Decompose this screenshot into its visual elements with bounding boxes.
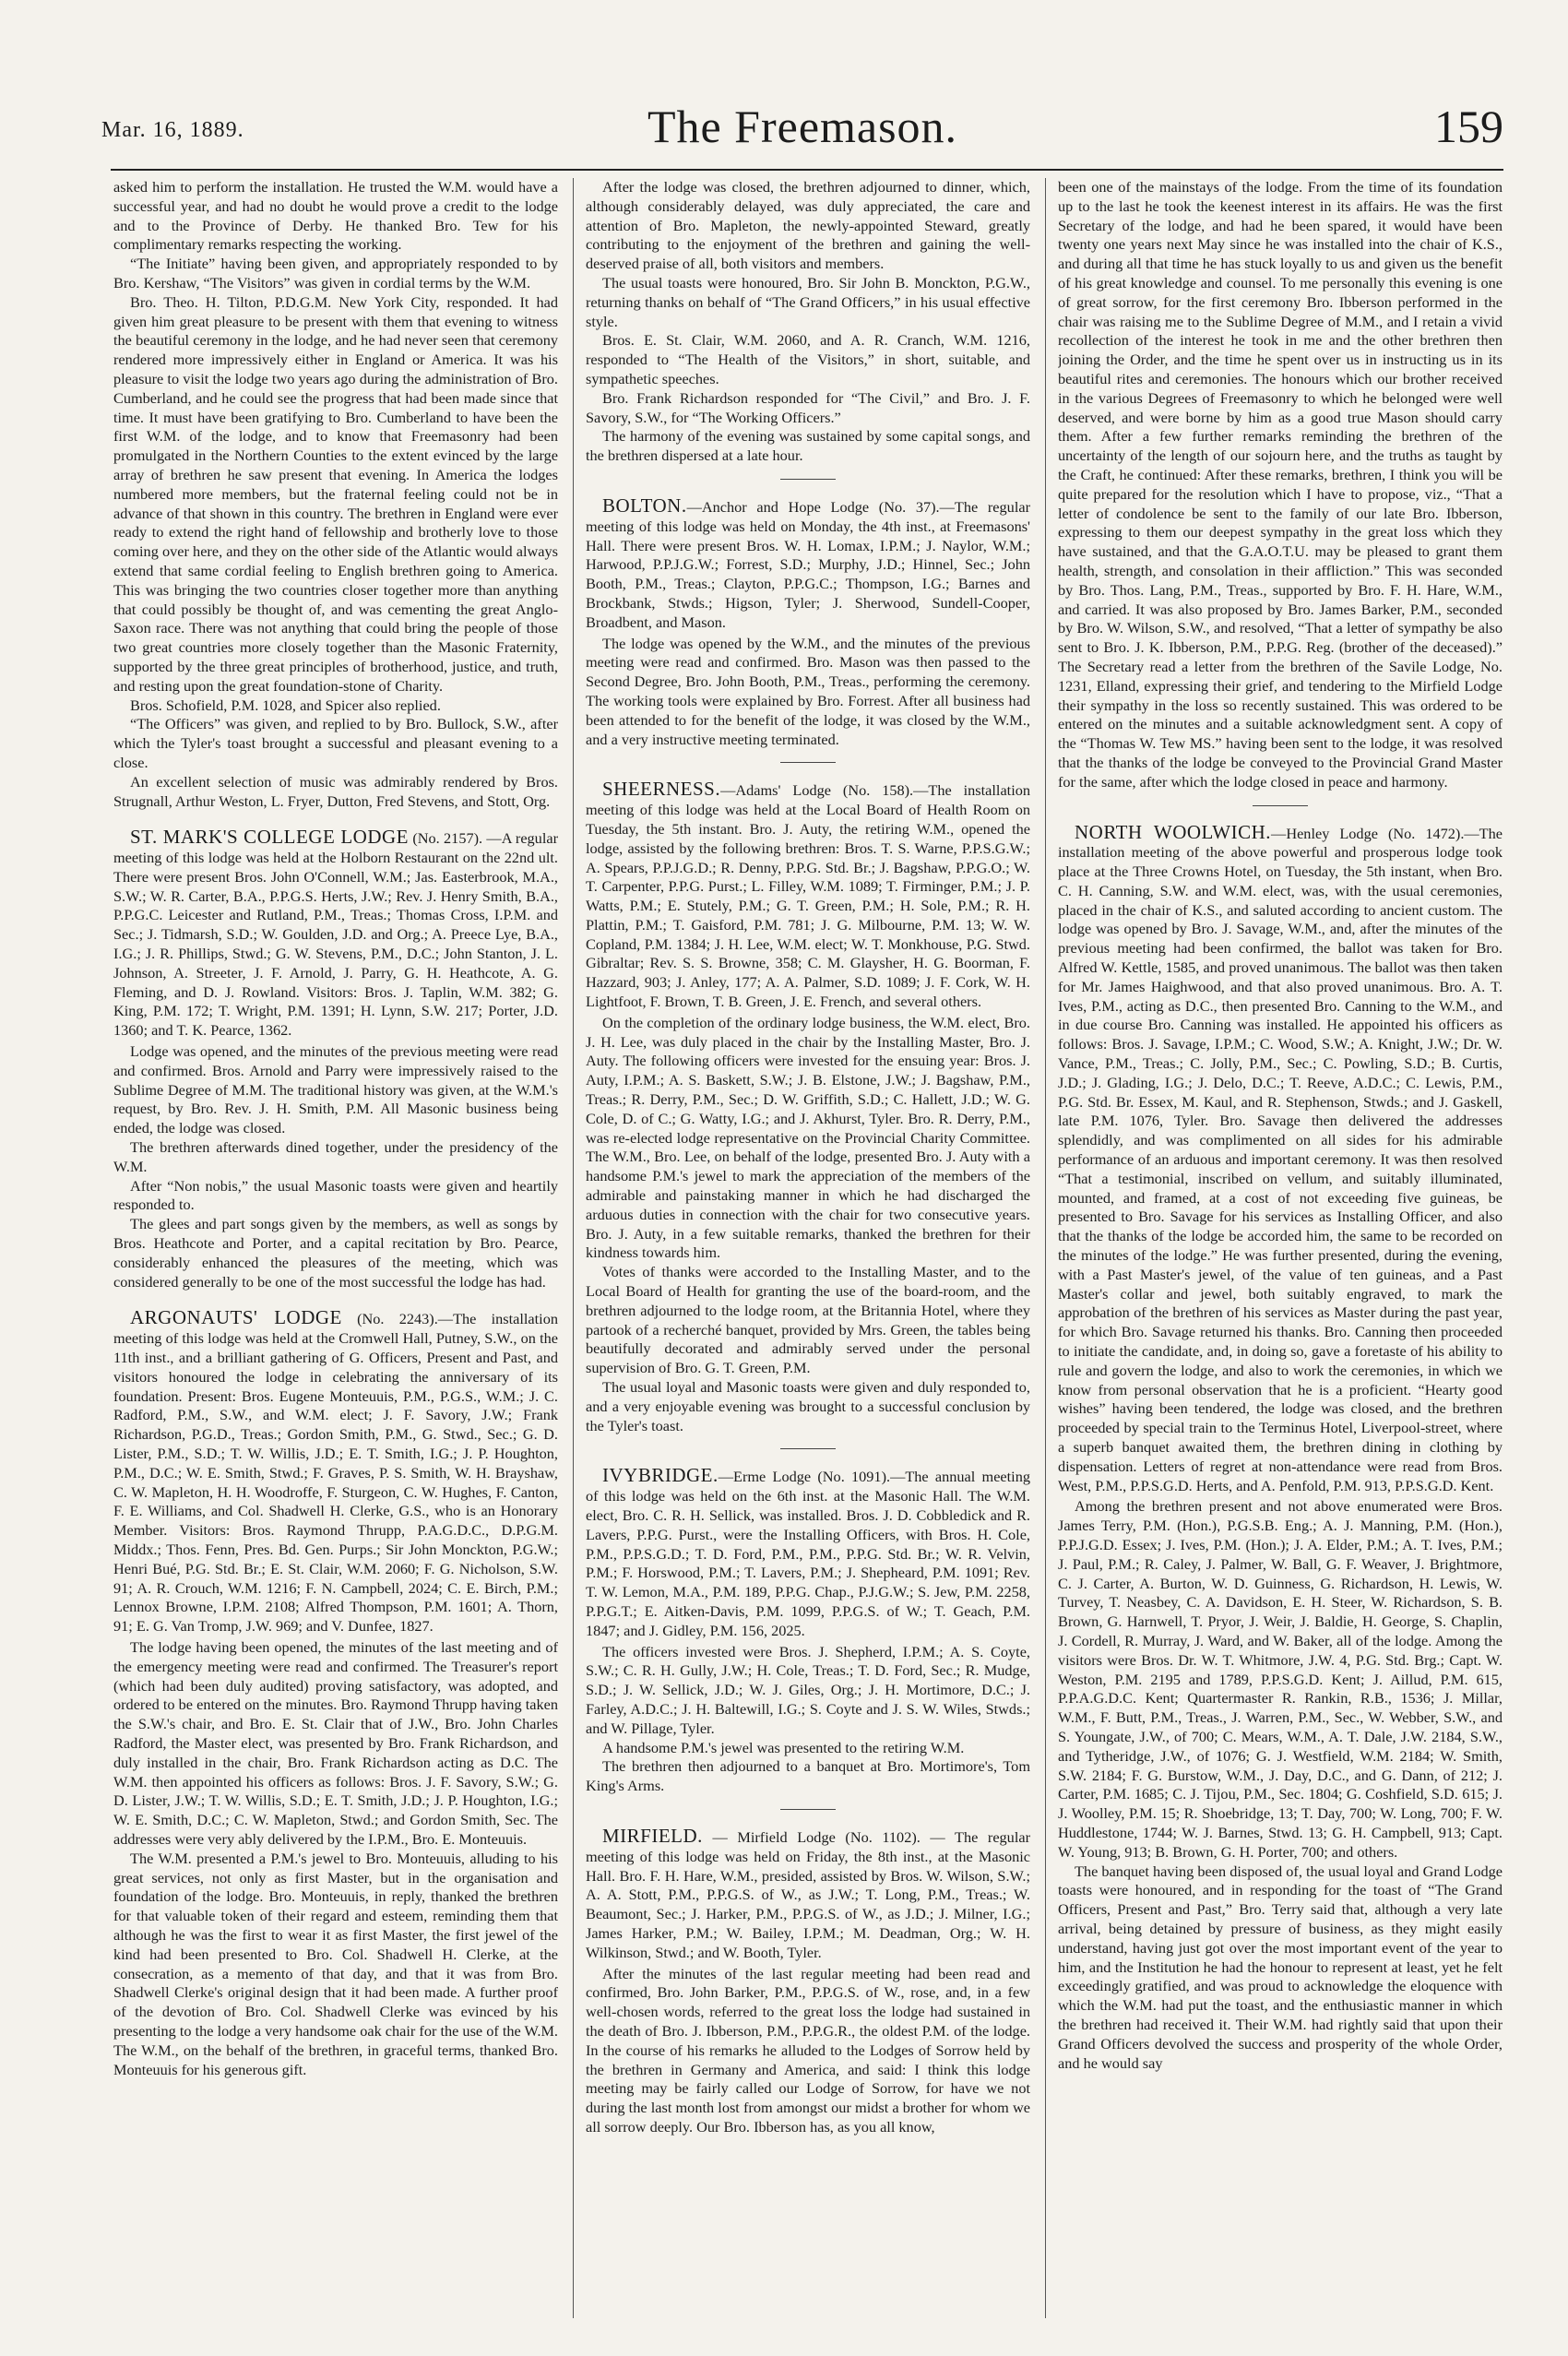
- article-paragraph: The lodge was opened by the W.M., and the minutes of the previous meeting were read and confirmed. Bro. Mason was then passed to the Second Degree, Bro. John Booth, P.M., Treas., performing the ceremony. The working tools were explained by Bro. Forrest. After all business had been attended to for the benefit of the lodge, it was closed by the W.M., and a very instructive meeting terminated.: [586, 634, 1030, 748]
- masthead-rule: [111, 169, 1503, 171]
- article-lead-paragraph: [586, 1826, 1030, 1963]
- article-paragraph: “The Initiate” having been given, and appropriately responded to by Bro. Kershaw, “The Visitors” was given in cordial terms by the W.M.: [113, 255, 558, 292]
- article-text: — Mirfield Lodge (No. 1102). — The regular meeting of this lodge was held on Friday, the 8th inst., at the Masonic Hall. Bro. F. H. Hare, W.M., presided, assisted by Bros. W. Wilson, S.W.; A. A. Stott, P.M., P.P.G.S. of W., as J.W.; T. Long, P.M., Treas.; W. Beaumont, Sec.; J. Harker, P.M., P.P.G.S. of W., as J.D.; J. Milner, I.G.; James Harker, P.M.; W. Bailey, I.P.M.; M. Deadman, Org.; W. H. Wilkinson, Stwd.; and W. Booth, Tyler.: [586, 1827, 1030, 1961]
- article-text: —Anchor and Hope Lodge (No. 37).—The regular meeting of this lodge was held on Monday, the 4th inst., at Freemasons' Hall. There were present Bros. W. H. Lomax, I.P.M.; J. Naylor, W.M.; Harwood, P.P.J.G.W.; Forrest, S.D.; Murphy, J.D.; Hinnel, Sec.; John Booth, P.M., Treas.; Clayton, P.P.G.C.; Thompson, I.G.; Barnes and Brockbank, Stwds.; Higson, Tyler; J. Sherwood, Sundell-Cooper, Broadbent, and Mason.: [586, 497, 1030, 631]
- article-heading: ST. MARK'S COLLEGE LODGE: [130, 826, 409, 849]
- article-paragraph: An excellent selection of music was admirably rendered by Bros. Strugnall, Arthur Weston, L. Fryer, Dutton, Fred Stevens, and Stott, Org.: [113, 772, 558, 810]
- article-paragraph: After the lodge was closed, the brethren adjourned to dinner, which, although considerably delayed, was duly appreciated, the care and attention of Bro. Mapleton, the newly-appointed Steward, greatly contributing to the enjoyment of the brethren and gaining the well-deserved praise of all, both visitors and members.: [586, 178, 1030, 273]
- article-text: —Adams' Lodge (No. 158).—The installation meeting of this lodge was held at the Local Board of Health Room on Tuesday, the 5th instant. Bro. J. Auty, the retiring W.M., opened the lodge, assisted by the following brethren: Bros. T. S. Warne, P.P.S.G.W.; A. Spears, P.P.J.G.D.; R. Denny, P.P.G. Std. Br.; J. Bagshaw, P.P.G.O.; W. T. Carpenter, P.P.G. Purst.; L. Filley, W.M. 1089; T. Firminger, P.M.; J. P. Watts, P.M.; E. Stutely, P.M.; G. T. Green, P.M.; H. Sole, P.M.; R. H. Plattin, P.M.; T. Gaisford, P.M. 781; J. G. Milbourne, P.M. 13; W. W. Copland, P.M. 1384; J. H. Lee, W.M. elect; W. T. Monkhouse, P.G. Stwd. Gibraltar; Rev. S. S. Browne, 358; C. M. Glaysher, H. G. Boorman, F. Hazzard, 903; J. Anley, 177; A. A. Palmer, S.D. 1089; J. F. Cork, W. H. Lightfoot, F. Brown, T. B. Green, J. E. French, and several others.: [586, 781, 1030, 1011]
- article-text: (No. 2243).—The installation meeting of this lodge was held at the Cromwell Hall, Putney, S.W., on the 11th inst., and a brilliant gathering of G. Officers, Present and Past, and visitors honoured the lodge in celebrating the anniversary of its foundation. Present: Bros. Eugene Monteuuis, P.M., P.G.S., W.M.; J. C. Radford, P.M., S.W., and W.M. elect; J. F. Savory, J.W.; Frank Richardson, P.G.D., Treas.; Gordon Smith, P.M., G. Stwd., Sec.; G. D. Lister, P.M., S.D.; T. W. Willis, J.D.; E. T. Smith, I.G.; J. P. Houghton, P.M., D.C.; W. E. Smith, Stwd.; F. Graves, P. S. Smith, W. H. Brayshaw, C. W. Mapleton, H. H. Woodroffe, F. Sturgeon, C. W. Hughes, F. Canton, F. E. Williams, and Col. Shadwell H. Clerke, G.S., who is an Honorary Member. Visitors: Bros. Raymond Thrupp, P.A.G.D.C., D.P.G.M. Middx.; Thos. Fenn, Pres. Bd. Gen. Purps.; Sir John Monckton, P.G.W.; Henri Bué, P.G. Std. Br.; E. St. Clair, W.M. 2060; F. G. Nicholson, S.W. 91; A. R. Crouch, W.M. 1216; F. N. Campbell, 2024; C. E. Birch, P.M.; Lennox Browne, I.P.M. 2108; Alfred Thompson, P.M. 1601; A. Thorn, 91; E. G. Van Tromp, J.W. 969; and V. Dunfee, 1827.: [113, 1310, 558, 1636]
- article-heading: NORTH WOOLWICH.: [1075, 820, 1272, 843]
- article-paragraph: Among the brethren present and not above enumerated were Bros. James Terry, P.M. (Hon.), P.G.S.B. Eng.; A. J. Manning, P.M. (Hon.), P.P.J.G.D. Essex; J. Ives, P.M. (Hon.); J. A. Elder, P.M.; A. T. Ives, P.M.; J. Paul, P.M.; R. Caley, J. Palmer, W. Ball, G. F. Weaver, J. Brightmore, C. J. Carter, A. Burton, W. D. Guinness, G. Richardson, H. Lewis, W. Turvey, T. Neasbey, C. A. Davidson, E. H. Steer, W. Richardson, S. B. Brown, G. Harnwell, T. Pryor, J. Weir, J. Baldie, H. George, S. Chaplin, J. Cordell, R. Murray, J. Ward, and W. Baker, all of the lodge. Among the visitors were Bros. Dr. W. T. Whitmore, J.W. 4, P.G. Std. Brg.; Capt. W. Weston, P.M. 2195 and 1789, P.P.S.G.D. Kent; J. Aillud, P.M. 615, P.P.A.G.D.C. Kent; Quartermaster R. Rankin, R.B., 1536; J. Millar, W.M., F. Butt, P.M., Treas., J. Warren, P.M., Sec., W. Webber, S.W., and S. Youngate, J.W., of 700; C. Mears, W.M., A. T. Dale, J.W. 2184, S.W., and Tytheridge, J.W., of 1076; G. J. Westfield, W.M. 2184; W. Smith, S.W. 2184; F. G. Burstow, W.M., J. Day, D.C., and G. Dann, of 212; J. Carter, P.M. 1685; C. J. Tijou, P.M., Sec. 1804; G. Coshfield, S.D. 615; J. J. Woolley, P.M. 15; R. Shoebridge, 13; T. Day, 700; W. Long, 700; F. W. Huddlestone, 1744; W. J. Barnes, Stwd. 13; G. H. Campbell, 913; Capt. W. Young, 913; B. Brown, G. H. Porter, 700; and others.: [1058, 1497, 1503, 1861]
- column-divider: [1045, 178, 1046, 2318]
- article-paragraph: The glees and part songs given by the members, as well as songs by Bros. Heathcote and Porter, and a capital recitation by Bro. Pearce, considerably enhanced the pleasures of the meeting, which was considered generally to be one of the most successful the lodge has had.: [113, 1215, 558, 1291]
- article-paragraph: Votes of thanks were accorded to the Installing Master, and to the Local Board of Health for granting the use of the board-room, and the brethren adjourned to the lodge room, at the Britannia Hotel, where they partook of a recherché banquet, provided by Mrs. Green, the tables being beautifully decorated and admirably served under the personal supervision of Bro. G. T. Green, P.M.: [586, 1263, 1030, 1377]
- article-paragraph: Lodge was opened, and the minutes of the previous meeting were read and confirmed. Bros. Arnold and Parry were impressively raised to the Sublime Degree of M.M. The traditional history was given, at the W.M.'s request, by Bro. Rev. J. H. Smith, P.M. All Masonic business being ended, the lodge was closed.: [113, 1042, 558, 1137]
- article-paragraph: The W.M. presented a P.M.'s jewel to Bro. Monteuuis, alluding to his great services, not only as first Master, but in the organisation and foundation of the lodge. Bro. Monteuuis, in reply, thanked the brethren for that valuable token of their regard and esteem, reminding them that although he was the first to wear it as first Master, the first jewel of the kind had been presented to Bro. Col. Shadwell H. Clerke, at the consecration, as a memento of that day, and that it was from Bro. Shadwell Clerke's original design that it had been made. A further proof of the devotion of Bro. Col. Shadwell Clerke was evinced by his presenting to the lodge a very handsome oak chair for the use of the W.M. The W.M., on the behalf of the brethren, in graceful terms, thanked Bro. Monteuuis for his generous gift.: [113, 1849, 558, 2078]
- masthead: [101, 100, 1503, 164]
- publication-title: The Freemason.: [647, 101, 958, 152]
- article-heading: MIRFIELD.: [602, 1824, 703, 1847]
- article-paragraph: Bro. Frank Richardson responded for “The Civil,” and Bro. J. F. Savory, S.W., for “The Working Officers.”: [586, 388, 1030, 426]
- article-paragraph: After “Non nobis,” the usual Masonic toasts were given and heartily responded to.: [113, 1176, 558, 1214]
- article-paragraph: A handsome P.M.'s jewel was presented to the retiring W.M.: [602, 1738, 965, 1756]
- section-divider: [780, 762, 836, 763]
- article-paragraph: The lodge having been opened, the minutes of the last meeting and of the emergency meeting were read and confirmed. The Treasurer's report (which had been duly audited) proving satisfactory, was adopted, and ordered to be entered on the minutes. Bro. Raymond Thrupp having taken the S.W.'s chair, and Bro. E. St. Clair that of J.W., Bro. John Charles Radford, the Master elect, was presented by Bro. Frank Richardson, and duly installed in the chair, Bro. Frank Richardson acting as D.C. The W.M. then appointed his officers as follows: Bros. J. F. Savory, S.W.; G. D. Lister, J.W.; T. W. Willis, S.D.; E. T. Smith, J.D.; J. P. Houghton, I.G.; W. E. Smith, D.C.; C. W. Mapleton, Stwd.; and Gordon Smith, Sec. The addresses were very ably delivered by the I.P.M., Bro. E. Monteuuis.: [113, 1637, 558, 1848]
- issue-date: Mar. 16, 1889.: [101, 118, 244, 142]
- article-paragraph: asked him to perform the installation. He trusted the W.M. would have a successful year, and had no doubt he would prove a credit to the lodge and to the Province of Derby. He thanked Bro. Tew for his complimentary remarks respecting the working.: [113, 178, 558, 254]
- article-paragraph: The brethren then adjourned to a banquet at Bro. Mortimore's, Tom King's Arms.: [586, 1757, 1030, 1795]
- article-lead-paragraph: [113, 1308, 558, 1636]
- article-heading: ARGONAUTS' LODGE: [130, 1306, 342, 1329]
- article-paragraph: Bros. E. St. Clair, W.M. 2060, and A. R. Cranch, W.M. 1216, responded to “The Health of the Visitors,” in short, suitable, and sympathetic speeches.: [586, 331, 1030, 387]
- section-divider: [1253, 805, 1308, 806]
- article-lead-paragraph: [1058, 820, 1503, 1496]
- section-divider: [780, 479, 836, 480]
- article-heading: BOLTON.: [602, 494, 687, 517]
- article-paragraph: The usual toasts were honoured, Bro. Sir John B. Monckton, P.G.W., returning thanks on behalf of “The Grand Officers,” in his usual effective style.: [586, 273, 1030, 330]
- article-paragraph: The officers invested were Bros. J. Shepherd, I.P.M.; A. S. Coyte, S.W.; C. R. H. Gully, J.W.; H. Cole, Treas.; T. D. Ford, Sec.; R. Mudge, S.D.; J. W. Sellick, J.D.; W. J. Giles, Org.; J. H. Mortimore, D.C.; J. Farley, A.D.C.; J. H. Baltewill, I.G.; S. Coyte and J. S. W. Wiles, Stwds.; and W. Pillage, Tyler.: [586, 1642, 1030, 1737]
- article-text: (No. 2157). —A regular meeting of this lodge was held at the Holborn Restaurant on the 22nd ult. There were present Bros. John O'Connell, W.M.; Jas. Easterbrook, M.A., S.W.; W. R. Carter, B.A., P.P.G.S. Herts, J.W.; Rev. J. Henry Smith, B.A., P.P.G.C. Leicester and Rutland, P.M., Treas.; Thomas Cross, I.P.M. and Sec.; J. Tidmarsh, S.D.; W. Goulden, J.D. and Org.; A. Preece Lye, B.A., I.G.; J. R. Phillips, Stwd.; G. W. Stevens, P.M., D.C.; John Stanton, J. L. Johnson, A. Streeter, J. F. Arnold, J. Parry, G. H. Heathcote, A. G. Fleming, and D. J. Rowland. Visitors: Bros. J. Taplin, W.M. 382; G. King, P.M. 172; T. Wright, P.M. 1391; H. Lynn, S.W. 217; Porter, J.D. 1360; and T. K. Pearce, 1362.: [113, 829, 558, 1040]
- article-lead-paragraph: [113, 827, 558, 1041]
- article-paragraph: After the minutes of the last regular meeting had been read and confirmed, Bro. John Barker, P.M., P.P.G.S. of W., rose, and, in a few well-chosen words, referred to the great loss the lodge had sustained in the death of Bro. J. Ibberson, P.M., P.P.G.R., the oldest P.M. of the lodge. In the course of his remarks he alluded to the Lodges of Sorrow held by the brethren in Germany and America, and said: I think this lodge meeting may be fairly called our Lodge of Sorrow, for have we not during the last month lost from amongst our midst a brother for whom we all sorrow deeply. Our Bro. Ibberson has, as you all know,: [586, 1964, 1030, 2136]
- article-heading: IVYBRIDGE.: [602, 1464, 719, 1487]
- section-divider: [780, 1448, 836, 1449]
- page-number: 159: [1434, 101, 1503, 152]
- article-paragraph: The banquet having been disposed of, the usual loyal and Grand Lodge toasts were honoured, and in responding for the toast of “The Grand Officers, Present and Past,” Bro. Terry said that, although a very late arrival, being detained by pressure of business, as they might easily understand, having just got over the most important event of the year to him, and the Institution he had the honour to represent at least, yet he felt exceedingly gratified, and was proud to acknowledge the eloquence with which the W.M. had put the toast, and the enthusiastic manner in which the brethren had received it. Their W.M. had rightly said that upon their Grand Officers devolved the success and prosperity of the whole Order, and he would say: [1058, 1862, 1503, 2072]
- article-paragraph: The usual loyal and Masonic toasts were given and duly responded to, and a very enjoyable evening was brought to a successful conclusion by the Tyler's toast.: [586, 1378, 1030, 1434]
- column-divider: [573, 178, 574, 2318]
- section-divider: [780, 1809, 836, 1810]
- article-lead-paragraph: [586, 1466, 1030, 1640]
- article-paragraph: The brethren afterwards dined together, under the presidency of the W.M.: [113, 1138, 558, 1175]
- article-paragraph: been one of the mainstays of the lodge. From the time of its foundation up to the last he took the keenest interest in its affairs. He was the first Secretary of the lodge, and had he been spared, it would have been twenty one years next May since he was installed into the chair of K.S., and during all that time he has stuck loyally to us and given us the benefit of his great knowledge and counsel. To me personally this evening is one of great sorrow, for the first ceremony Bro. Ibberson performed in the chair was raising me to the Sublime Degree of M.M., and I retain a vivid recollection of the interest he took in me and the other brethren then joining the Order, and the time he spent over us in instructing us in its beautiful rites and ceremonies. The honours which our brother received in the various Degrees of Freemasonry to which he belonged were well deserved, and were borne by him as a good true Mason should carry them. After a few further remarks reminding the brethren of the uncertainty of the length of our sojourn here, and the truths as taught by the Craft, he continued: After these remarks, brethren, I think you will be quite prepared for the resolution which I have to propose, viz., “That a letter of condolence be sent to the family of our late Bro. Ibberson, expressing to them our deepest sympathy in the great loss which they have sustained, and that the G.A.O.T.U. may be pleased to grant them health, strength, and consolation in their affliction.” This was seconded by Bro. Thos. Lang, P.M., Treas., supported by Bro. F. H. Hare, W.M., and carried. It was also proposed by Bro. James Barker, P.M., seconded by Bro. W. Wilson, S.W., and resolved, “That a letter of sympathy be also sent to Bro. J. K. Ibberson, P.M., P.P.G. Reg. (brother of the deceased).” The Secretary read a letter from the brethren of the Savile Lodge, No. 1231, Elland, expressing their grief, and tendering to the Mirfield Lodge their sympathy in the loss so recently sustained. This was ordered to be entered on the minutes and a suitable acknowledgment sent. A copy of the “Thomas W. Tew MS.” having been sent to the lodge, it was resolved that the thanks of the lodge be conveyed to the Provincial Grand Master for the same, after which the lodge closed in peace and harmony.: [1058, 178, 1503, 791]
- article-paragraph: Bros. Schofield, P.M. 1028, and Spicer also replied.: [130, 696, 441, 714]
- article-lead-paragraph: [586, 779, 1030, 1012]
- article-paragraph: On the completion of the ordinary lodge business, the W.M. elect, Bro. J. H. Lee, was duly placed in the chair by the Installing Master, Bro. J. Auty. The following officers were invested for the ensuing year: Bros. J. Auty, I.P.M.; A. S. Baskett, S.W.; J. B. Elstone, J.W.; J. Bagshaw, P.M., Treas.; R. Derry, P.M., Sec.; D. W. Griffith, S.D.; C. Hallett, J.D.; W. G. Cole, D. of C.; G. Watty, I.G.; and J. Akhurst, Tyler. Bro. R. Derry, P.M., was re-elected lodge representative on the Provincial Charity Committee. The W.M., Bro. Lee, on behalf of the lodge, presented Bro. J. Auty with a handsome P.M.'s jewel to mark the appreciation of the members of the admirable and painstaking manner in which he had discharged the arduous duties in connection with the chair for two consecutive years. Bro. J. Auty, in a few suitable remarks, thanked the brethren for their kindness towards him.: [586, 1013, 1030, 1262]
- column-2: [586, 178, 1030, 2318]
- article-paragraph: Bro. Theo. H. Tilton, P.D.G.M. New York City, responded. It had given him great pleasure to be present with them that evening to witness the beautiful ceremony in the lodge, and he had never seen that ceremony rendered more impressively either in England or America. It was his pleasure to visit the lodge two years ago during the administration of Bro. Cumberland, and he could see the progress that had been made since that time. It must have been gratifying to Bro. Cumberland to have been the first W.M. of the lodge, and to know that Freemasonry had been promulgated in the Northern Counties to the extent evinced by the large array of brethren he saw present that evening. In America the lodges numbered more members, but the fraternal feeling could not be in advance of that shown in this country. The brethren in England were ever ready to extend the right hand of fellowship and brotherly love to those coming over here, and they on the other side of the Atlantic would always extend that same cordial feeling to English brethren going to America. This was bringing the two countries closer together more than anything that could possibly be thought of, and was cementing the great Anglo-Saxon race. There was not anything that could bring the people of those two great countries more closely together than the Masonic Fraternity, supported by the three great principles of brotherhood, justice, and truth, and resting upon the great foundation-stone of Charity.: [113, 292, 558, 695]
- article-paragraph: The harmony of the evening was sustained by some capital songs, and the brethren dispersed at a late hour.: [586, 427, 1030, 465]
- article-paragraph: “The Officers” was given, and replied to by Bro. Bullock, S.W., after which the Tyler's toast brought a successful and pleasant evening to a close.: [113, 715, 558, 771]
- article-text: —Erme Lodge (No. 1091).—The annual meeting of this lodge was held on the 6th inst. at the Masonic Hall. The W.M. elect, Bro. C. R. H. Sellick, was installed. Bros. J. D. Cobbledick and R. Lavers, P.P.G. Purst., were the Installing Officers, with Bros. H. Cole, P.M., P.P.S.G.D.; T. D. Ford, P.M., P.M., P.P.G. Std. Br.; W. R. Velvin, P.M.; F. Horswood, P.M.; T. Lavers, P.M.; J. Shepheard, P.M. 1091; Rev. T. W. Lemon, M.A., P.M. 189, P.P.G. Chap., P.J.G.W.; S. Jew, P.M. 2258, P.P.G.T.; E. Aitken-Davis, P.M. 1099, P.P.G.S. of W.; T. Geach, P.M. 1847; and J. Gidley, P.M. 156, 2025.: [586, 1468, 1030, 1639]
- column-1: [113, 178, 558, 2318]
- article-lead-paragraph: [586, 496, 1030, 633]
- column-3: [1058, 178, 1503, 2318]
- article-text: —Henley Lodge (No. 1472).—The installation meeting of the above powerful and prosperous lodge took place at the Three Crowns Hotel, on Tuesday, the 5th instant, when Bro. C. H. Canning, S.W. and W.M. elect, was, with the usual ceremonies, placed in the chair of K.S., and saluted according to ancient custom. The lodge was opened by Bro. J. Savage, W.M., and, after the minutes of the previous meeting had been confirmed, the ballot was taken for Bro. Alfred W. Kettle, 1585, and proved unanimous. The ballot was then taken for Mr. James Haighwood, and that also proved unanimous. Bro. A. T. Ives, P.M., acting as D.C., then presented Bro. Canning to the W.M., and in due course Bro. Canning was installed. He appointed his officers as follows: Bros. J. Savage, I.P.M.; C. Wood, S.W.; A. Knight, J.W.; Dr. W. Vance, P.M., Treas.; C. Jolly, P.M., Sec.; C. Powling, S.D.; B. Curtis, J.D.; J. Glading, I.G.; J. Delo, D.C.; T. Reeve, A.D.C.; C. Lewis, P.M., P.G. Std. Br. Essex, M. Kaul, and R. Stephenson, Stwds.; and J. Gaskell, late P.M. 1076, Tyler. Bro. Savage then delivered the addresses splendidly, and was complimented on all sides for his admirable performance of an arduous and important ceremony. It was then resolved “That a testimonial, inscribed on vellum, and suitably illuminated, mounted, and framed, at a cost of not exceeding five guineas, be presented to Bro. Savage for his services as Installing Officer, and also that the thanks of the lodge be accorded him, the same to be recorded on the minutes of the lodge.” He was further presented, during the evening, with a Past Master's jewel, of the value of ten guineas, and a Past Master's collar and jewel, both suitably engraved, to mark the approbation of the brethren of his services as Master during the past year, for which Bro. Savage returned his thanks. Bro. Canning then proceeded to initiate the candidate, and, in doing so, gave a foretaste of his ability to rule and govern the lodge, and also to work the ceremonies, in which we know from personal observation that he is a proficient. “Hearty good wishes” having been tendered, the lodge was closed, and the brethren proceeded by special train to the Terminus Hotel, Liverpool-street, where a superb banquet awaited them, the brethren dining in clothing by dispensation. Letters of regret at non-attendance were read from Bros. West, P.M., P.P.S.G.D. Herts, and A. Penfold, P.M. 913, P.P.S.G.D. Kent.: [1058, 824, 1503, 1494]
- article-heading: SHEERNESS.: [602, 778, 721, 801]
